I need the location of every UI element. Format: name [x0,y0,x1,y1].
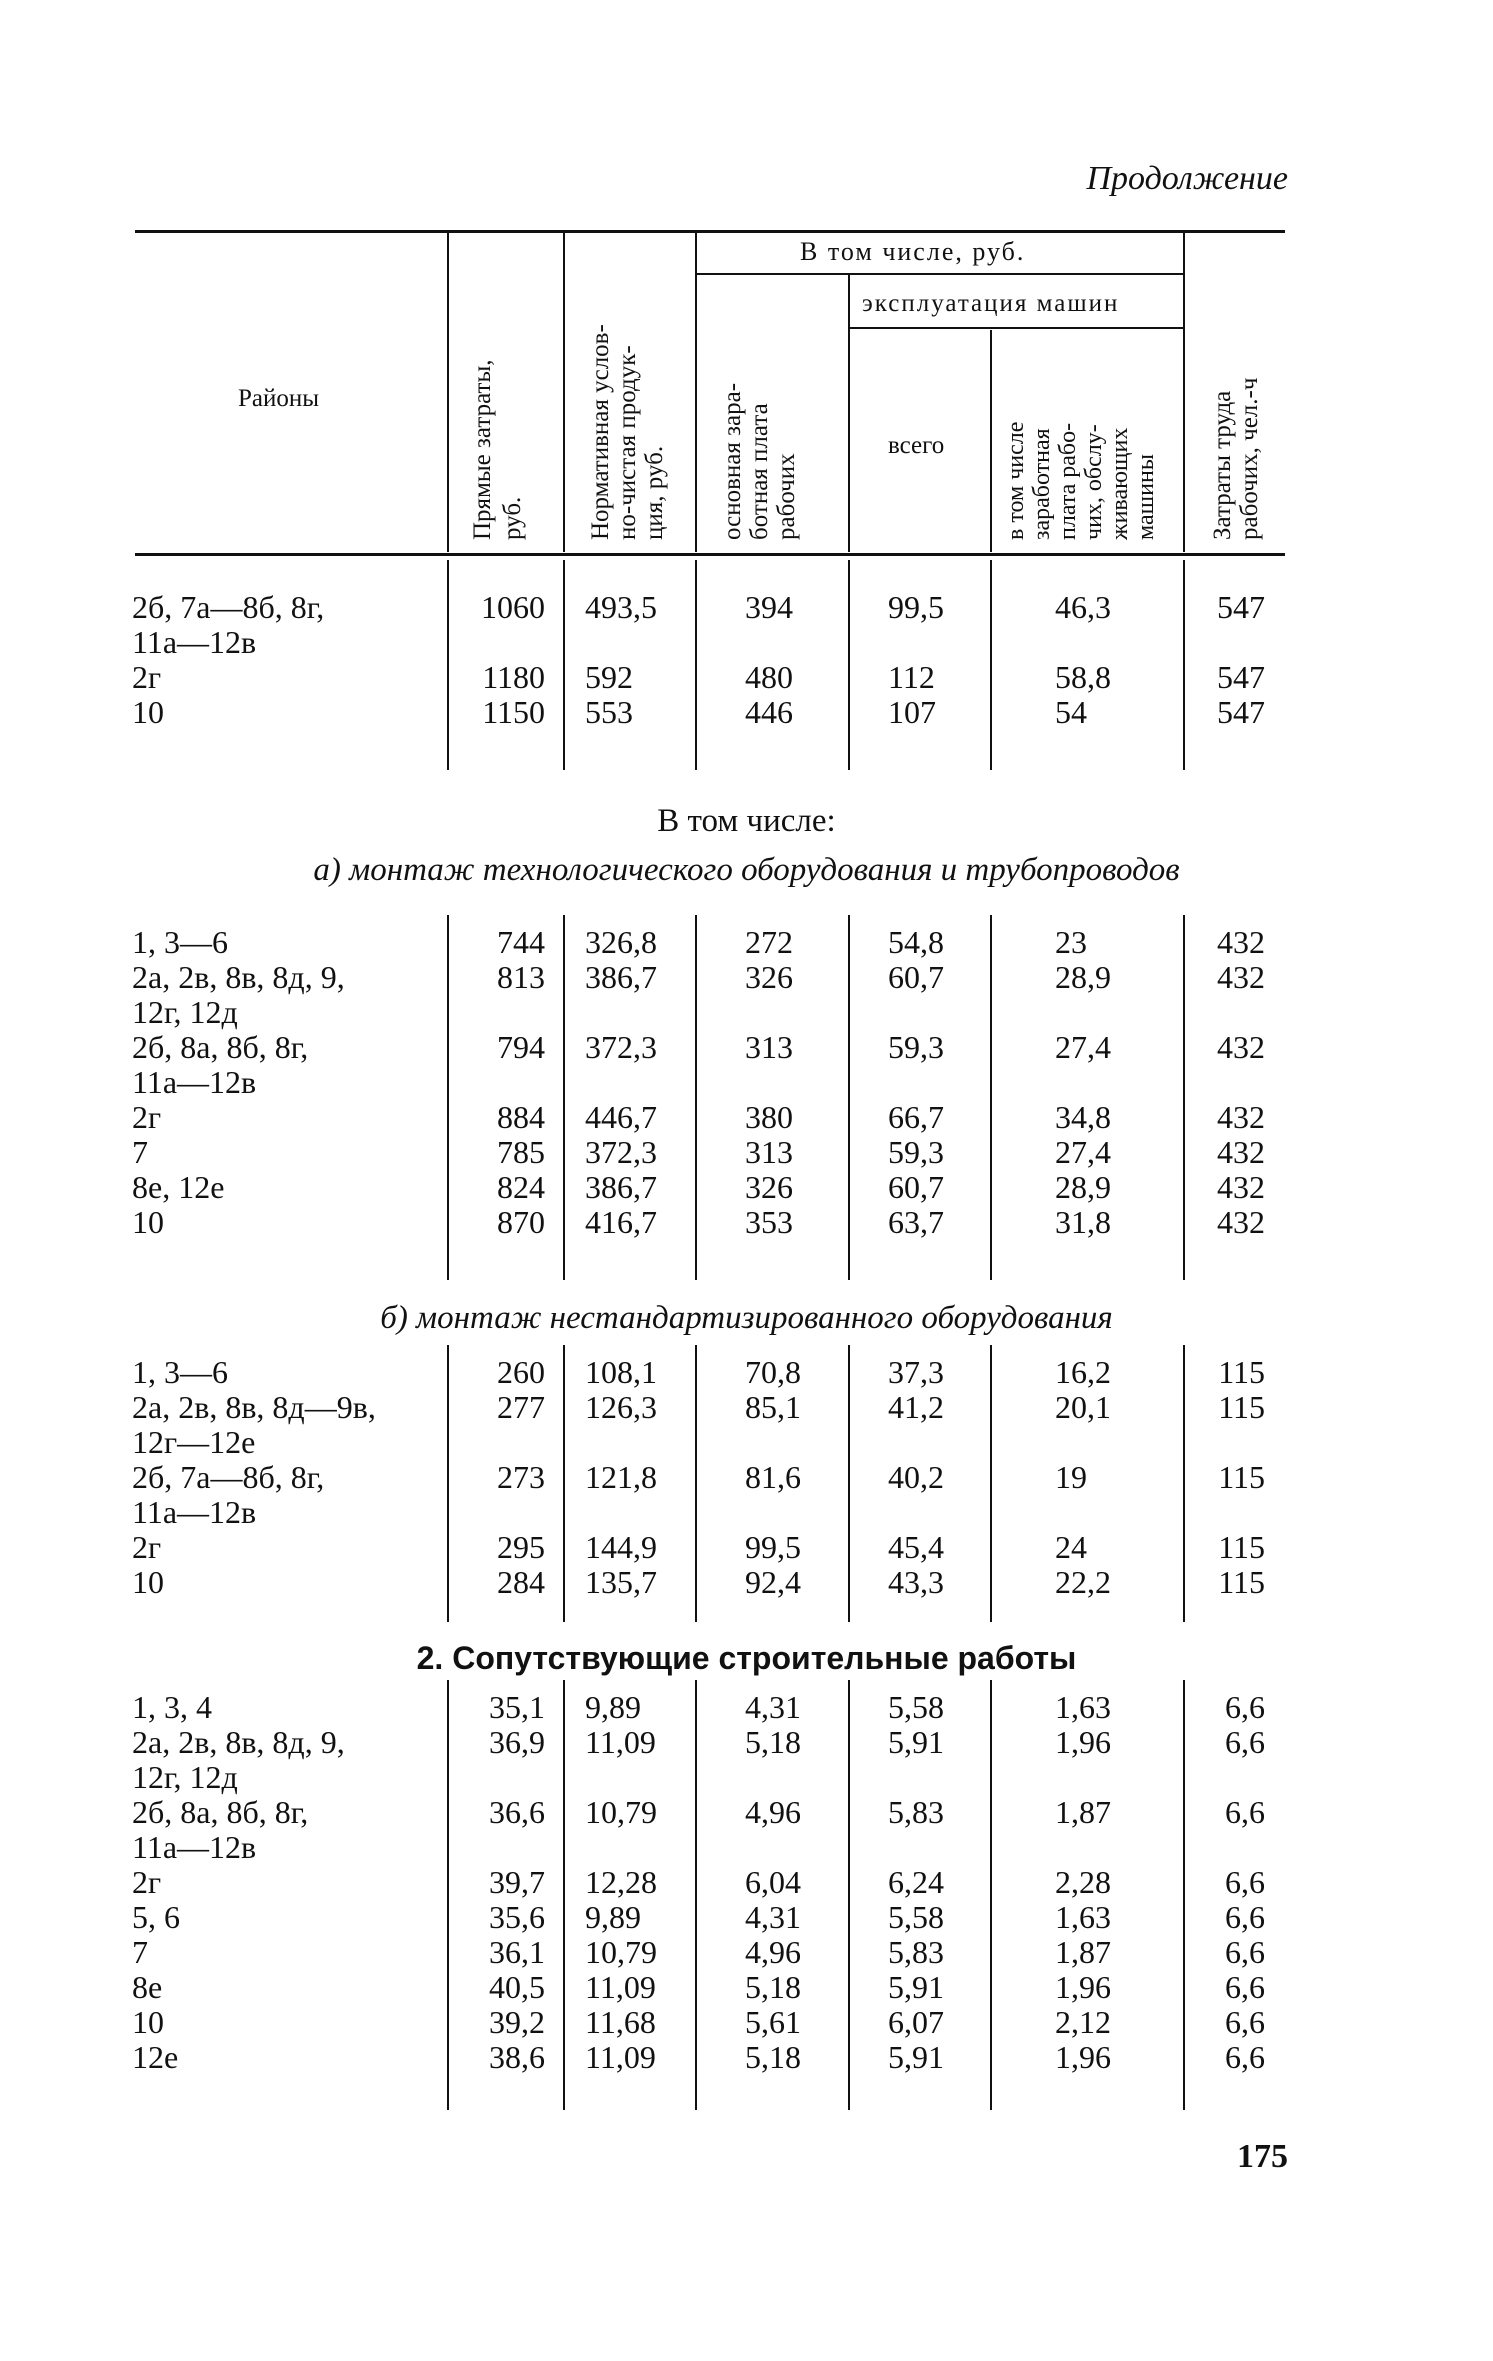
header-machines-wage-line4: чих, обслу- [1081,424,1107,540]
labor-cell: 115 [1218,1459,1265,1495]
table-row [0,1205,1493,1239]
table-row [0,660,1493,694]
row-region-line [0,1425,1493,1459]
header-basic-wage-line1: основная зара- [719,382,746,540]
normative-cell: 372,3 [585,1029,657,1065]
basic-wage-cell: 4,31 [745,1689,801,1725]
direct-costs-cell: 1180 [482,659,545,695]
row-region-line [0,995,1493,1029]
machines-total-cell: 99,5 [888,589,944,625]
labor-cell: 6,6 [1225,1864,1265,1900]
direct-costs-cell: 260 [497,1354,545,1390]
machines-wage-cell: 58,8 [1055,659,1111,695]
labor-cell: 547 [1217,659,1265,695]
basic-wage-cell: 4,31 [745,1899,801,1935]
normative-cell: 386,7 [585,1169,657,1205]
row-region-line [0,1760,1493,1794]
normative-cell: 592 [585,659,633,695]
machines-wage-cell: 20,1 [1055,1389,1111,1425]
labor-cell: 115 [1218,1354,1265,1390]
machines-total-cell: 59,3 [888,1134,944,1170]
machines-total-cell: 54,8 [888,924,944,960]
machines-total-cell: 5,91 [888,2039,944,2075]
basic-wage-cell: 480 [745,659,793,695]
direct-costs-cell: 824 [497,1169,545,1205]
machines-total-cell: 5,83 [888,1794,944,1830]
direct-costs-cell: 35,1 [489,1689,545,1725]
direct-costs-cell: 35,6 [489,1899,545,1935]
table-row [0,590,1493,624]
machines-wage-cell: 28,9 [1055,1169,1111,1205]
normative-cell: 121,8 [585,1459,657,1495]
table-row [0,1935,1493,1969]
table-row [0,1900,1493,1934]
basic-wage-cell: 326 [745,1169,793,1205]
normative-cell: 326,8 [585,924,657,960]
machines-total-cell: 60,7 [888,959,944,995]
labor-cell: 432 [1217,924,1265,960]
direct-costs-cell: 794 [497,1029,545,1065]
region-cell: 10 [132,694,164,730]
header-machines-wage-line1: в том числе [1003,421,1029,540]
machines-wage-cell: 1,87 [1055,1934,1111,1970]
labor-cell: 6,6 [1225,1934,1265,1970]
basic-wage-cell: 380 [745,1099,793,1135]
machines-total-cell: 59,3 [888,1029,944,1065]
labor-cell: 432 [1217,1134,1265,1170]
direct-costs-cell: 36,6 [489,1794,545,1830]
header-direct-costs-line2: руб. [499,496,526,540]
table-row [0,1460,1493,1494]
header-machines: эксплуатация машин [862,290,1120,317]
basic-wage-cell: 353 [745,1204,793,1240]
basic-wage-cell: 5,18 [745,2039,801,2075]
region-cell: 2г [132,1529,162,1565]
table-row [0,1565,1493,1599]
direct-costs-cell: 38,6 [489,2039,545,2075]
normative-cell: 135,7 [585,1564,657,1600]
header-basic-wage-line2: ботная плата [746,403,773,540]
page-number: 175 [1237,2138,1288,2175]
header-machines-wage-line5: живающих [1107,427,1133,540]
region-cell: 10 [132,1564,164,1600]
machines-total-cell: 63,7 [888,1204,944,1240]
including-label: В том числе: [657,803,836,839]
region-cell: 1, 3, 4 [132,1689,212,1725]
machines-wage-cell: 1,96 [1055,1969,1111,2005]
labor-cell: 6,6 [1225,1689,1265,1725]
basic-wage-cell: 70,8 [745,1354,801,1390]
region-cell: 11а—12в [132,1829,257,1865]
direct-costs-cell: 813 [497,959,545,995]
table-row [0,695,1493,729]
row-region-line [0,625,1493,659]
direct-costs-cell: 1150 [482,694,545,730]
header-labor [1190,290,1285,545]
including-rule [695,273,1183,275]
region-cell: 10 [132,1204,164,1240]
table-row [0,1355,1493,1389]
basic-wage-cell: 5,18 [745,1969,801,2005]
machines-wage-cell: 24 [1055,1529,1087,1565]
row-region-line [0,1830,1493,1864]
labor-cell: 6,6 [1225,2004,1265,2040]
normative-cell: 11,09 [585,1724,656,1760]
row-region-line [0,1495,1493,1529]
labor-cell: 6,6 [1225,1969,1265,2005]
labor-cell: 432 [1217,1169,1265,1205]
labor-cell: 432 [1217,1204,1265,1240]
region-cell: 8е [132,1969,163,2005]
normative-cell: 416,7 [585,1204,657,1240]
header-direct-costs-line1: Прямые затраты, [469,359,496,540]
header-including: В том числе, руб. [800,237,1026,266]
labor-cell: 432 [1217,1029,1265,1065]
hdr-vline-3 [695,232,697,552]
hdr-vline-1 [447,232,449,552]
region-cell: 2б, 7а—8б, 8г, [132,589,325,625]
machines-wage-cell: 2,28 [1055,1864,1111,1900]
machines-total-cell: 112 [888,659,935,695]
machines-wage-cell: 19 [1055,1459,1087,1495]
basic-wage-cell: 5,61 [745,2004,801,2040]
direct-costs-cell: 295 [497,1529,545,1565]
normative-cell: 12,28 [585,1864,657,1900]
direct-costs-cell: 40,5 [489,1969,545,2005]
machines-total-cell: 37,3 [888,1354,944,1390]
hdr-vline-2 [563,232,565,552]
table-row [0,1725,1493,1759]
basic-wage-cell: 446 [745,694,793,730]
normative-cell: 10,79 [585,1794,657,1830]
labor-cell: 6,6 [1225,1899,1265,1935]
direct-costs-cell: 277 [497,1389,545,1425]
basic-wage-cell: 4,96 [745,1934,801,1970]
header-normative-line1: Нормативная услов- [587,324,614,540]
basic-wage-cell: 313 [745,1029,793,1065]
region-cell: 12г, 12д [132,1759,238,1795]
direct-costs-cell: 39,7 [489,1864,545,1900]
direct-costs-cell: 884 [497,1099,545,1135]
labor-cell: 432 [1217,959,1265,995]
machines-total-cell: 6,07 [888,2004,944,2040]
header-top-rule [135,230,1285,233]
basic-wage-cell: 92,4 [745,1564,801,1600]
region-cell: 7 [132,1134,148,1170]
header-machines-wage-line6: машины [1133,454,1159,540]
labor-cell: 432 [1217,1099,1265,1135]
machines-wage-cell: 1,63 [1055,1689,1111,1725]
direct-costs-cell: 870 [497,1204,545,1240]
header-normative-line2: но-чистая продук- [614,345,641,540]
machines-wage-cell: 1,63 [1055,1899,1111,1935]
labor-cell: 6,6 [1225,1794,1265,1830]
table-row [0,1865,1493,1899]
direct-costs-cell: 39,2 [489,2004,545,2040]
normative-cell: 11,09 [585,2039,656,2075]
table-row [0,2040,1493,2074]
normative-cell: 493,5 [585,589,657,625]
direct-costs-cell: 284 [497,1564,545,1600]
header-labor-line1: Затраты труда [1209,390,1236,540]
machines-wage-cell: 46,3 [1055,589,1111,625]
header-normative [568,228,693,546]
machines-wage-cell: 27,4 [1055,1134,1111,1170]
section-b-title: б) монтаж нестандартизированного оборудования [380,1300,1113,1336]
machines-total-cell: 5,58 [888,1689,944,1725]
direct-costs-cell: 273 [497,1459,545,1495]
labor-cell: 547 [1217,589,1265,625]
header-machines-wage-line3: плата рабо- [1055,422,1081,540]
labor-cell: 6,6 [1225,1724,1265,1760]
region-cell: 11а—12в [132,1064,257,1100]
region-cell: 12г, 12д [132,994,238,1030]
normative-cell: 372,3 [585,1134,657,1170]
normative-cell: 126,3 [585,1389,657,1425]
machines-wage-cell: 1,87 [1055,1794,1111,1830]
machines-total-cell: 45,4 [888,1529,944,1565]
header-normative-line3: ция, руб. [641,445,668,540]
basic-wage-cell: 394 [745,589,793,625]
machines-wage-cell: 27,4 [1055,1029,1111,1065]
region-cell: 2а, 2в, 8в, 8д, 9, [132,959,345,995]
basic-wage-cell: 85,1 [745,1389,801,1425]
machines-total-cell: 107 [888,694,936,730]
machines-wage-cell: 22,2 [1055,1564,1111,1600]
normative-cell: 9,89 [585,1899,641,1935]
header-region: Районы [238,385,320,412]
hdr-vline-5 [990,330,992,552]
machines-total-cell: 40,2 [888,1459,944,1495]
region-cell: 1, 3—6 [132,924,228,960]
table-row [0,1530,1493,1564]
table-row [0,1390,1493,1424]
normative-cell: 11,68 [585,2004,656,2040]
table-row [0,1970,1493,2004]
labor-cell: 115 [1218,1529,1265,1565]
region-cell: 2г [132,1864,162,1900]
direct-costs-cell: 744 [497,924,545,960]
machines-wage-cell: 1,96 [1055,2039,1111,2075]
region-cell: 2а, 2в, 8в, 8д, 9, [132,1724,345,1760]
normative-cell: 108,1 [585,1354,657,1390]
header-basic-wage [700,290,845,545]
header-direct-costs [452,240,560,545]
machines-wage-cell: 1,96 [1055,1724,1111,1760]
machines-total-cell: 5,58 [888,1899,944,1935]
region-cell: 2б, 8а, 8б, 8г, [132,1794,309,1830]
normative-cell: 386,7 [585,959,657,995]
machines-wage-cell: 31,8 [1055,1204,1111,1240]
basic-wage-cell: 5,18 [745,1724,801,1760]
labor-cell: 115 [1218,1564,1265,1600]
basic-wage-cell: 326 [745,959,793,995]
header-machines-total: всего [888,432,945,459]
machines-wage-cell: 28,9 [1055,959,1111,995]
region-cell: 2г [132,1099,162,1135]
region-cell: 12г—12е [132,1424,256,1460]
basic-wage-cell: 81,6 [745,1459,801,1495]
direct-costs-cell: 36,1 [489,1934,545,1970]
region-cell: 8е, 12е [132,1169,225,1205]
hdr-vline-6 [1183,232,1185,552]
region-cell: 11а—12в [132,624,257,660]
table-row [0,1135,1493,1169]
machines-wage-cell: 2,12 [1055,2004,1111,2040]
table-row [0,1030,1493,1064]
continuation-label: Продолжение [1086,160,1288,197]
region-cell: 10 [132,2004,164,2040]
normative-cell: 144,9 [585,1529,657,1565]
region-cell: 1, 3—6 [132,1354,228,1390]
region-cell: 11а—12в [132,1494,257,1530]
header-bottom-rule [135,553,1285,556]
table-row [0,1170,1493,1204]
machines-wage-cell: 34,8 [1055,1099,1111,1135]
table-row [0,1100,1493,1134]
basic-wage-cell: 313 [745,1134,793,1170]
labor-cell: 6,6 [1225,2039,1265,2075]
region-cell: 2а, 2в, 8в, 8д—9в, [132,1389,376,1425]
header-machines-wage [995,335,1180,545]
hdr-vline-4 [848,275,850,552]
region-cell: 2г [132,659,162,695]
machines-total-cell: 43,3 [888,1564,944,1600]
basic-wage-cell: 4,96 [745,1794,801,1830]
normative-cell: 11,09 [585,1969,656,2005]
header-basic-wage-line3: рабочих [773,453,800,540]
section-2-title: 2. Сопутствующие строительные работы [416,1640,1077,1676]
machines-total-cell: 41,2 [888,1389,944,1425]
machines-total-cell: 6,24 [888,1864,944,1900]
normative-cell: 553 [585,694,633,730]
machines-total-cell: 5,91 [888,1969,944,2005]
header-labor-line2: рабочих, чел.-ч [1236,377,1263,540]
section-a-title: а) монтаж технологического оборудования и трубопроводов [313,852,1180,888]
basic-wage-cell: 99,5 [745,1529,801,1565]
machines-total-cell: 60,7 [888,1169,944,1205]
region-cell: 2б, 7а—8б, 8г, [132,1459,325,1495]
basic-wage-cell: 6,04 [745,1864,801,1900]
direct-costs-cell: 36,9 [489,1724,545,1760]
region-cell: 12е [132,2039,179,2075]
direct-costs-cell: 785 [497,1134,545,1170]
header-machines-wage-line2: заработная [1029,428,1055,540]
normative-cell: 10,79 [585,1934,657,1970]
machines-total-cell: 5,83 [888,1934,944,1970]
table-row [0,925,1493,959]
machines-rule [848,327,1183,329]
region-cell: 7 [132,1934,148,1970]
machines-total-cell: 5,91 [888,1724,944,1760]
machines-wage-cell: 23 [1055,924,1087,960]
basic-wage-cell: 272 [745,924,793,960]
labor-cell: 115 [1218,1389,1265,1425]
table-row [0,1795,1493,1829]
row-region-line [0,1065,1493,1099]
labor-cell: 547 [1217,694,1265,730]
table-row [0,960,1493,994]
machines-total-cell: 66,7 [888,1099,944,1135]
machines-wage-cell: 16,2 [1055,1354,1111,1390]
table-row [0,1690,1493,1724]
machines-wage-cell: 54 [1055,694,1087,730]
normative-cell: 446,7 [585,1099,657,1135]
normative-cell: 9,89 [585,1689,641,1725]
direct-costs-cell: 1060 [481,589,545,625]
region-cell: 2б, 8а, 8б, 8г, [132,1029,309,1065]
region-cell: 5, 6 [132,1899,180,1935]
table-row [0,2005,1493,2039]
